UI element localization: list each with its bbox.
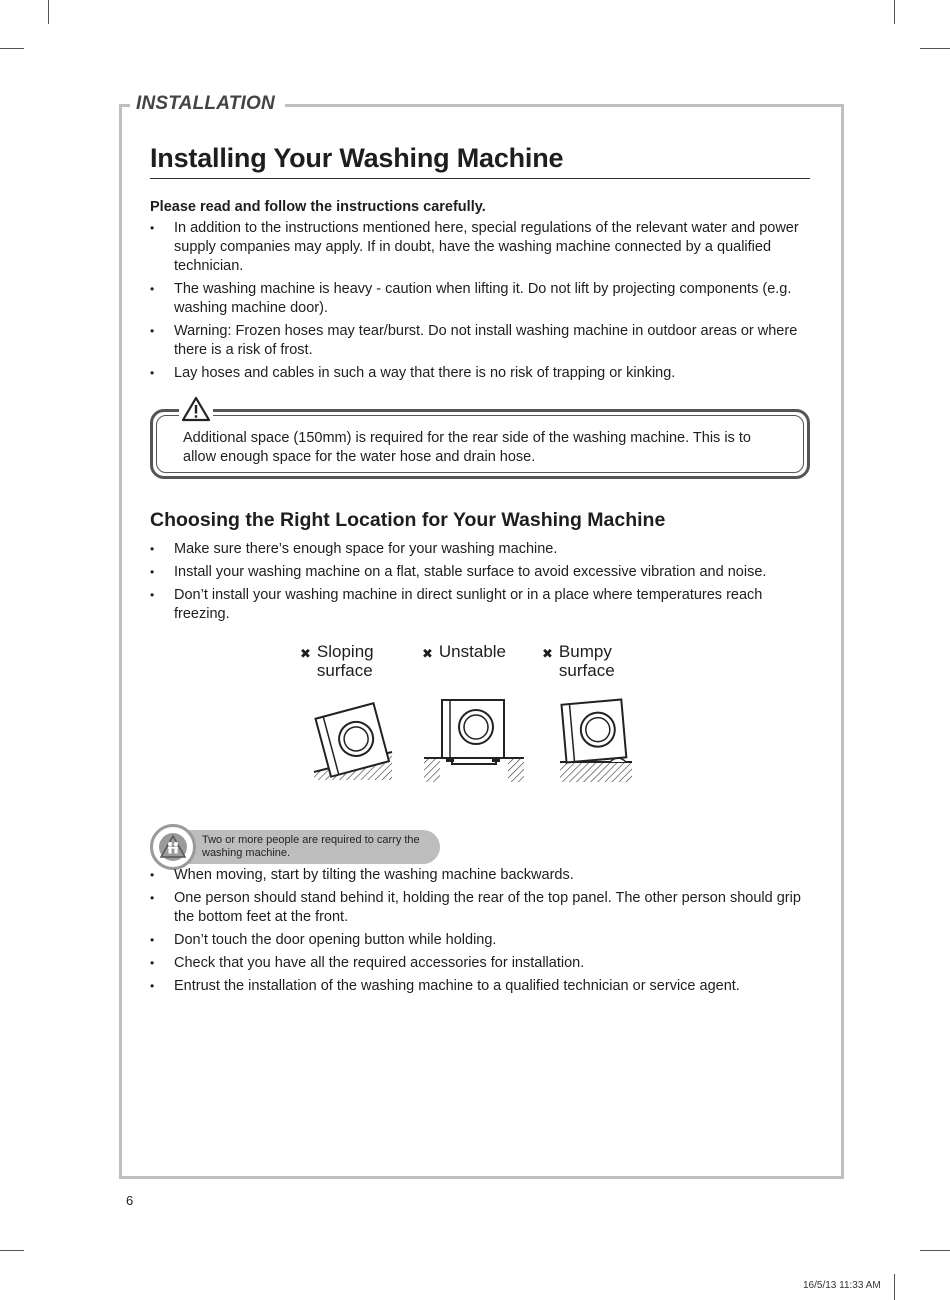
main-content (150, 143, 810, 1000)
two-person-note (150, 824, 442, 866)
figure-label: surface (316, 661, 373, 680)
figure-label: Unstable (438, 642, 507, 661)
list-item: • Don’t install your washing machine in direct sunlight or in a place where temperatures reach freezing. (150, 586, 810, 624)
two-people-icon (150, 824, 196, 870)
bumpy-washer-illustration (558, 694, 648, 784)
crop-mark (894, 1274, 895, 1300)
list-item: • In addition to the instructions mentioned here, special regulations of the relevant water and power supply companies may apply. If in doubt, have the washing machine connected by a qualified technician. (150, 219, 810, 276)
crop-mark (48, 0, 49, 24)
warning-box (150, 409, 810, 479)
moving-list (150, 866, 810, 996)
figure-sloping-surface (300, 642, 420, 680)
intro-text: Please read and follow the instructions carefully. (150, 199, 486, 215)
section-label: INSTALLATION (130, 93, 285, 115)
figure-label: Sloping (316, 642, 374, 661)
figure-unstable (422, 642, 542, 663)
list-item: • Install your washing machine on a flat, stable surface to avoid excessive vibration and noise. (150, 563, 810, 582)
page-title: Installing Your Washing Machine (150, 143, 810, 179)
crop-mark (894, 0, 895, 24)
list-item: • One person should stand behind it, holding the rear of the top panel. The other person should grip the bottom feet at the front. (150, 889, 810, 927)
list-item: • Don’t touch the door opening button while holding. (150, 931, 810, 950)
figure-label: Bumpy (558, 642, 612, 661)
list-item: • Entrust the installation of the washing machine to a qualified technician or service agent. (150, 977, 810, 996)
warning-triangle-icon (179, 396, 213, 427)
list-item: • Warning: Frozen hoses may tear/burst. Do not install washing machine in outdoor areas or where there is a risk of frost. (150, 322, 810, 360)
print-timestamp: 16/5/13 11:33 AM (803, 1280, 881, 1291)
crop-mark (0, 1250, 24, 1251)
unstable-washer-illustration (422, 694, 532, 784)
x-mark-icon: ✖ (300, 646, 311, 661)
surface-figures (150, 642, 810, 802)
crop-mark (0, 48, 24, 49)
crop-mark (920, 1250, 950, 1251)
page-number: 6 (126, 1193, 134, 1208)
crop-mark (920, 48, 950, 49)
x-mark-icon: ✖ (542, 646, 553, 661)
note-text: Two or more people are required to carry the washing machine. (202, 834, 420, 859)
sloping-washer-illustration (312, 694, 402, 784)
instruction-list (150, 219, 810, 383)
list-item: • When moving, start by tilting the washing machine backwards. (150, 866, 810, 885)
list-item: • Make sure there’s enough space for your washing machine. (150, 540, 810, 559)
section-heading: Choosing the Right Location for Your Washing Machine (150, 509, 666, 531)
warning-text: Additional space (150mm) is required for the rear side of the washing machine. This is to allow enough space for the water hose and drain hose. (156, 415, 804, 473)
list-item: • The washing machine is heavy - caution when lifting it. Do not lift by projecting components (e.g. washing machine door). (150, 280, 810, 318)
x-mark-icon: ✖ (422, 646, 433, 661)
list-item: • Check that you have all the required accessories for installation. (150, 954, 810, 973)
figure-bumpy-surface (542, 642, 662, 680)
figure-label: surface (558, 661, 615, 680)
location-list (150, 540, 810, 624)
list-item: • Lay hoses and cables in such a way that there is no risk of trapping or kinking. (150, 364, 810, 383)
